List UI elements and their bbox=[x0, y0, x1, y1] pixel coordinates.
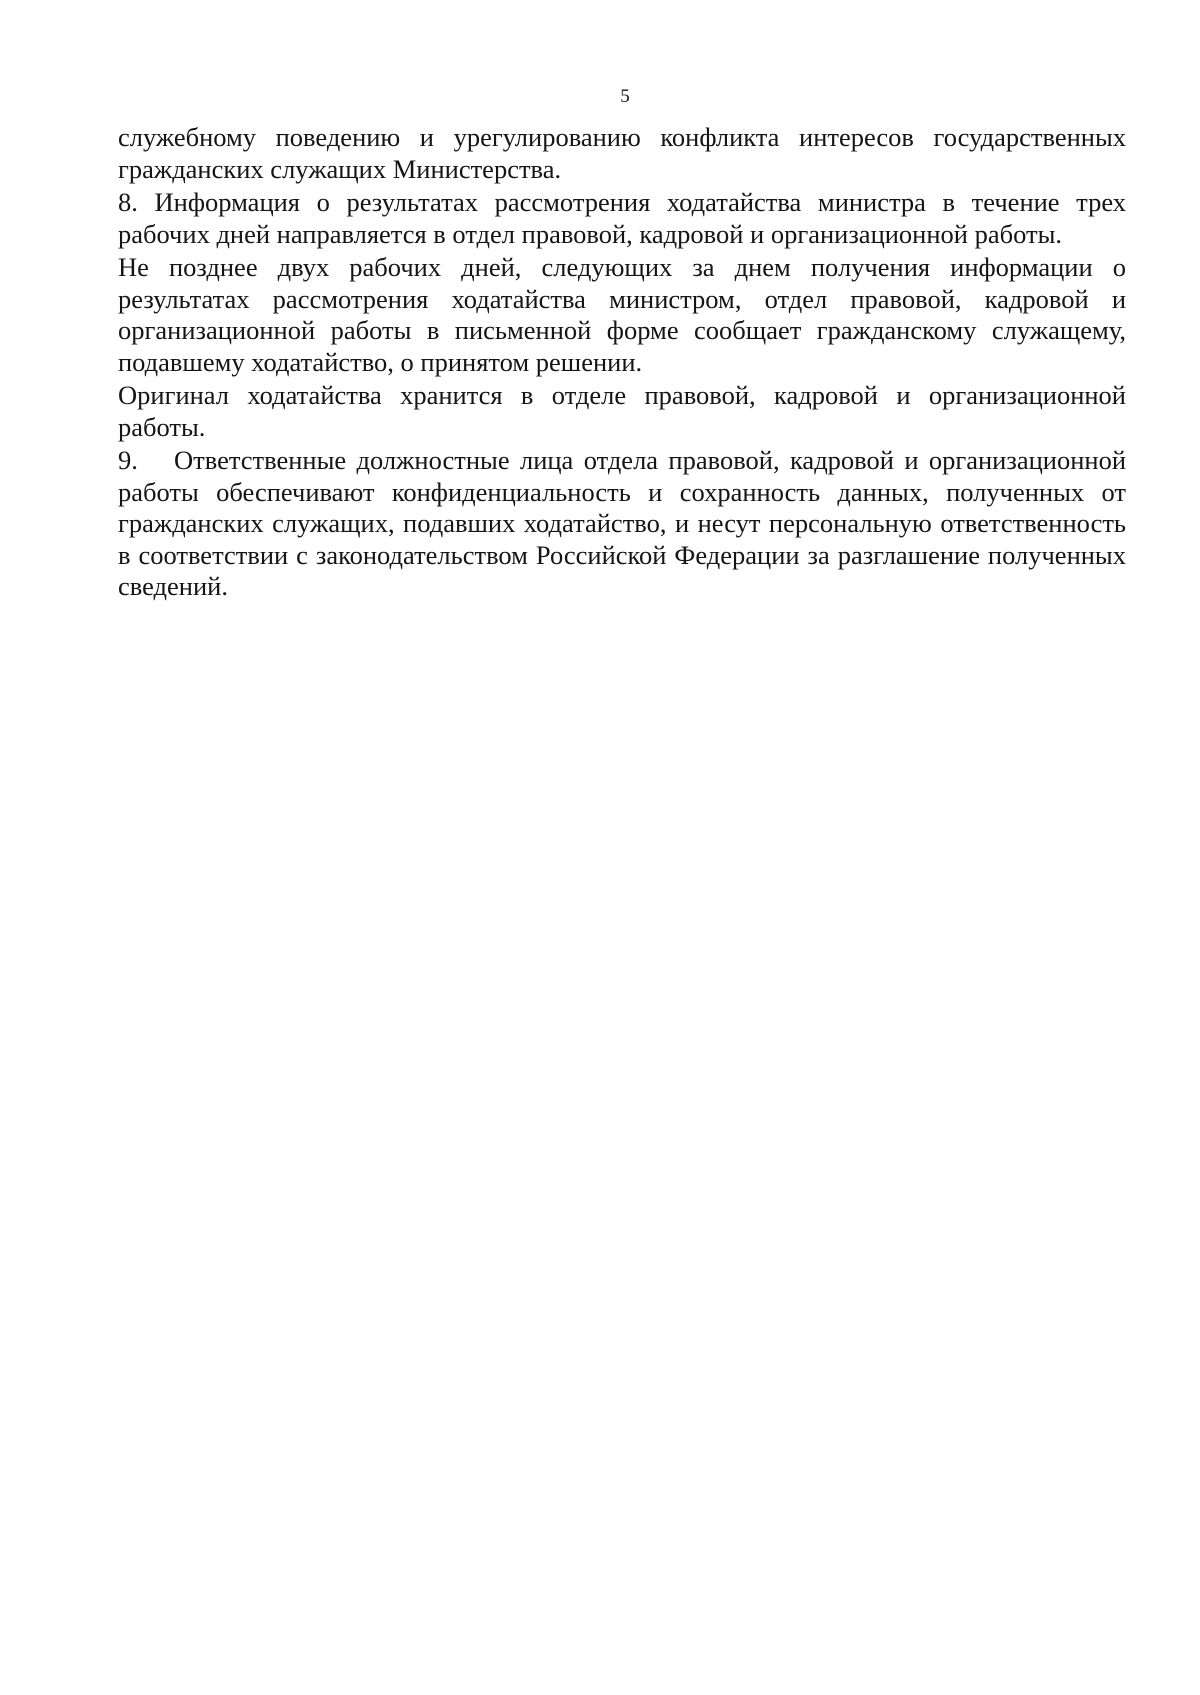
paragraph-text: служебному поведению и урегулированию конфликта интересов государственных гражданских служащих Министерства. bbox=[118, 122, 1126, 184]
paragraph-storage bbox=[118, 380, 1126, 443]
paragraph-text: Ответственные должностные лица отдела правовой, кадровой и организационной работы обеспечивают конфиденциальность и сохранность данных, полученных от гражданских служащих, подавших ходатайство, и несут персональную ответственность в соответствии с законодательством Российской Федерации за разглашение полученных сведений. bbox=[118, 445, 1126, 601]
paragraph-notification bbox=[118, 252, 1126, 378]
paragraph-continuation bbox=[118, 122, 1126, 185]
page-number: 5 bbox=[620, 86, 630, 107]
paragraph-text: Информация о результатах рассмотрения ходатайства министра в течение трех рабочих дней направляется в отдел правовой, кадровой и организационной работы. bbox=[118, 187, 1126, 249]
paragraph-item-9 bbox=[118, 445, 1126, 603]
document-body bbox=[118, 122, 1126, 603]
paragraph-text: Не позднее двух рабочих дней, следующих за днем получения информации о результатах рассмотрения ходатайства министром, отдел правовой, кадровой и организационной работы в письменной форме сообщает гражданскому служащему, подавшему ходатайство, о принятом решении. bbox=[118, 252, 1126, 377]
paragraph-item-8 bbox=[118, 187, 1126, 250]
item-number: 9. bbox=[118, 445, 138, 475]
item-number: 8. bbox=[118, 187, 138, 217]
paragraph-text: Оригинал ходатайства хранится в отделе правовой, кадровой и организационной работы. bbox=[118, 380, 1126, 442]
